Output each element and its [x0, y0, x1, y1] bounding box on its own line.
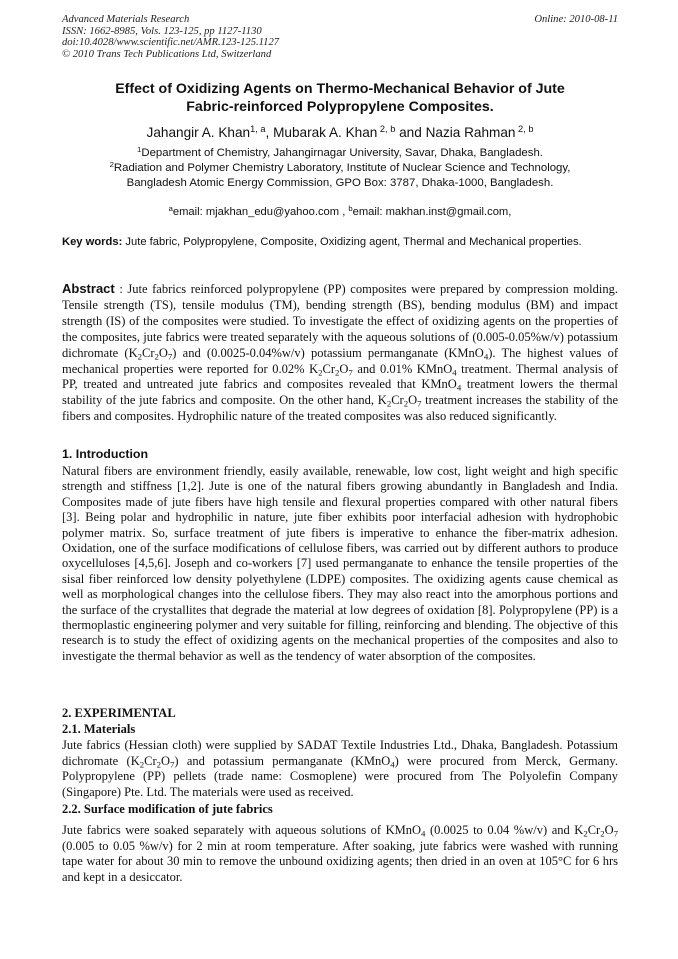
surface-modification-body: Jute fabrics were soaked separately with aqueous solutions of KMnO$_4$ (0.0025 to 0.04 %w/v) and $K_2Cr_2O_7$ (0.005 to 0.05 %w/v) for 2 min at room temperature. After soaking, jute fabrics were washed with running tape water for about 30 min to remove the unbound oxidizing agents; then dried in an oven at 105°C for 6 hrs and kept in a desiccator. [62, 823, 618, 884]
email-a: email: mjakhan_edu@yahoo.com , [172, 206, 349, 218]
journal-name: Advanced Materials Research [62, 14, 190, 25]
author-3: Nazia Rahman [425, 125, 516, 140]
materials-heading: 2.1. Materials [62, 722, 136, 736]
issn-line: ISSN: 1662-8985, Vols. 123-125, pp 1127-1130 [62, 25, 262, 37]
copyright-line: © 2010 Trans Tech Publications Ltd, Switzerland [62, 48, 272, 60]
keywords-text: Jute fabric, Polypropylene, Composite, Oxidizing agent, Thermal and Mechanical properties. [122, 236, 582, 248]
title-line-2: Fabric-reinforced Polypropylene Composites. [186, 99, 494, 115]
email-b: email: makhan.inst@gmail.com, [352, 206, 512, 218]
author-list [62, 124, 618, 142]
online-date: Online: 2010-08-11 [534, 14, 618, 25]
running-header [62, 14, 618, 60]
author-1-affil: 1, a [250, 123, 266, 134]
surface-modification-heading: 2.2. Surface modification of jute fabrics [62, 802, 273, 816]
keywords [62, 236, 618, 250]
author-2-affil: 2, b [377, 123, 396, 134]
paper-title [62, 80, 618, 116]
author-3-affil: 2, b [515, 123, 534, 134]
author-sep-1: , [265, 125, 274, 140]
author-1: Jahangir A. Khan [146, 125, 251, 140]
title-line-1: Effect of Oxidizing Agents on Thermo-Mechanical Behavior of Jute [115, 81, 565, 97]
affiliations [62, 146, 618, 191]
keywords-label: Key words: [62, 236, 123, 248]
author-sep-2: and [395, 125, 426, 140]
author-emails: $^a$email: mjakhan_edu@yahoo.com , $^b$email: makhan.inst@gmail.com, [168, 203, 512, 218]
experimental-heading: 2. EXPERIMENTAL [62, 706, 176, 720]
introduction-heading: 1. Introduction [62, 447, 149, 461]
abstract: Abstract : Jute fabrics reinforced polypropylene (PP) composites were prepared by compression molding. Tensile strength (TS), tensile modulus (TM), bending strength (BS), bending modulus (BM) and impact strength (IS) of the composites were studied. To investigate the effect of oxidizing agents on the properties of the composites, jute fabrics were treated separately with the aqueous solutions of (0.005-0.05%w/v) potassium dichromate $(K_2Cr_2O_7)$ and (0.0025-0.04%w/v) potassium permanganate (KMnO$_4$). The highest values of mechanical properties were reported for 0.02% $K_2Cr_2O_7$ and 0.01% KMnO$_4$ treatment. Thermal analysis of PP, treated and untreated jute fabrics and composites revealed that KMnO$_4$ treatment lowers the thermal stability of the jute fabrics and composite. On the other hand, $K_2Cr_2O_7$ treatment increases the stability of the fibers and composites. Hydrophilic nature of the treated composites was also reduced significantly. [62, 281, 618, 424]
abstract-label: Abstract [62, 281, 115, 296]
materials-body: Jute fabrics (Hessian cloth) were supplied by SADAT Textile Industries Ltd., Dhaka, Bangladesh. Potassium dichromate $(K_2Cr_2O_7)$ and potassium permanganate (KMnO$_4$) were procured from Merck, Germany. Polypropylene (PP) pellets (trade name: Cosmoplene) were procured from The Polyolefin Company (Singapore) Pte. Ltd. The materials were used as received. [62, 738, 618, 799]
doi-line: doi:10.4028/www.scientific.net/AMR.123-125.1127 [62, 37, 280, 49]
introduction-body: Natural fibers are environment friendly, easily available, renewable, low cost, light weight and high specific strength and stiffness [1,2]. Jute is one of the natural fibers growing abundantly in Bangladesh and India. Composites made of jute fibers have high tensile and flexural properties compared with other natural fibers [3]. Being polar and hydrophilic in nature, jute fiber exhibits poor interfacial adhesion with hydrophobic polymer matrix. So, surface treatment of jute fibers is imperative to enhance the fiber-matrix adhesion. Oxidation, one of the surface modifications of cellulose fibers, was carried out by different authors to produce oxycelluloses [4,5,6]. Joseph and co-workers [7] used permanganate to enhance the tensile properties of the sisal fiber reinforced low density polyethylene (LDPE) composites. The oxidizing agents cause chemical as well as morphological changes into the cellulose fibers. They may also react into the amorphous portions and the surface of the crystallites that degrade the material at low degrees of oxidation [8]. Polypropylene (PP) is a thermoplastic engineering polymer and very suitable for filling, reinforcing and blending. The objective of this research is to study the effect of oxidizing agents on the mechanical properties of the composites and also to investigate the thermal behavior as well as the tendency of water absorption of the composites. [62, 464, 618, 663]
affiliation-1: $^1$Department of Chemistry, Jahangirnagar University, Savar, Dhaka, Bangladesh. [137, 144, 543, 159]
author-2: Mubarak A. Khan [273, 125, 378, 140]
affiliation-2-cont: Bangladesh Atomic Energy Commission, GPO Box: 3787, Dhaka-1000, Bangladesh. [126, 177, 554, 189]
affiliation-2: $^2$Radiation and Polymer Chemistry Laboratory, Institute of Nuclear Science and Technology, [109, 159, 571, 174]
